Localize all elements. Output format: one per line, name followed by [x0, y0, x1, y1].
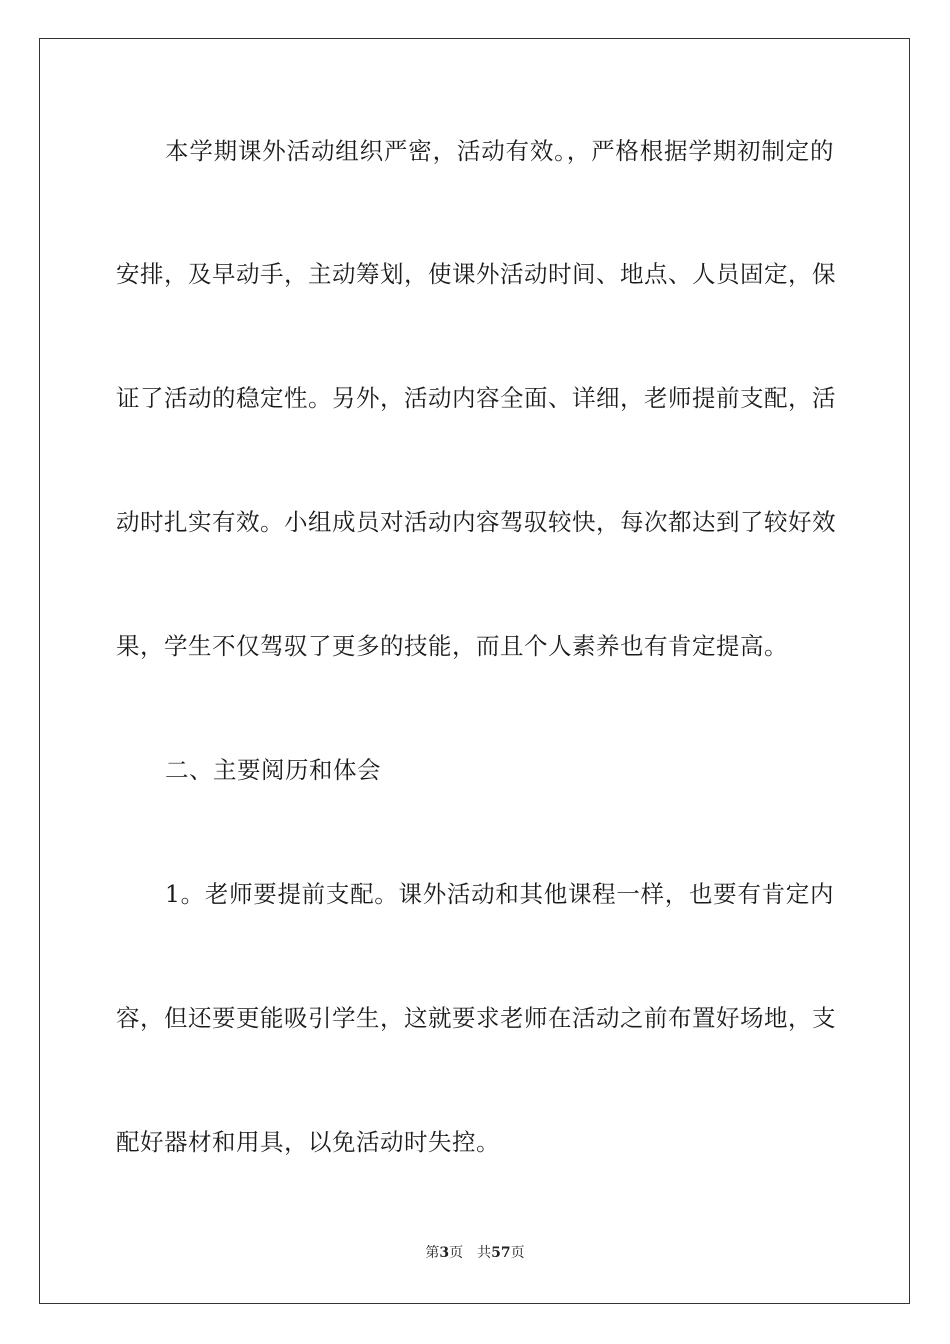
- paragraph-2-line-2: 容，但还要更能吸引学生，这就要求老师在活动之前布置好场地，支: [116, 1004, 836, 1032]
- total-prefix: 共: [477, 1245, 492, 1261]
- paragraph-1-line-1: 本学期课外活动组织严密，活动有效。，严格根据学期初制定的: [165, 137, 834, 165]
- page-number: 3: [439, 1245, 450, 1261]
- page-suffix: 页: [449, 1245, 464, 1261]
- paragraph-1-line-5: 果，学生不仅驾驭了更多的技能，而且个人素养也有肯定提高。: [116, 632, 788, 660]
- paragraph-1-line-3: 证了活动的稳定性。另外，活动内容全面、详细，老师提前支配，活: [116, 384, 836, 412]
- section-heading: 二、主要阅历和体会: [165, 756, 381, 784]
- total-pages: 57: [491, 1245, 511, 1261]
- page-footer: [0, 1244, 950, 1262]
- paragraph-1-line-2: 安排，及早动手，主动筹划，使课外活动时间、地点、人员固定，保: [116, 260, 836, 288]
- page-border: [39, 38, 910, 1304]
- page-prefix: 第: [425, 1245, 440, 1261]
- total-suffix: 页: [510, 1245, 525, 1261]
- paragraph-2-line-3: 配好器材和用具，以免活动时失控。: [116, 1128, 500, 1156]
- paragraph-2-line-1: 1。老师要提前支配。课外活动和其他课程一样，也要有肯定内: [165, 880, 834, 908]
- paragraph-1-line-4: 动时扎实有效。小组成员对活动内容驾驭较快，每次都达到了较好效: [116, 508, 836, 536]
